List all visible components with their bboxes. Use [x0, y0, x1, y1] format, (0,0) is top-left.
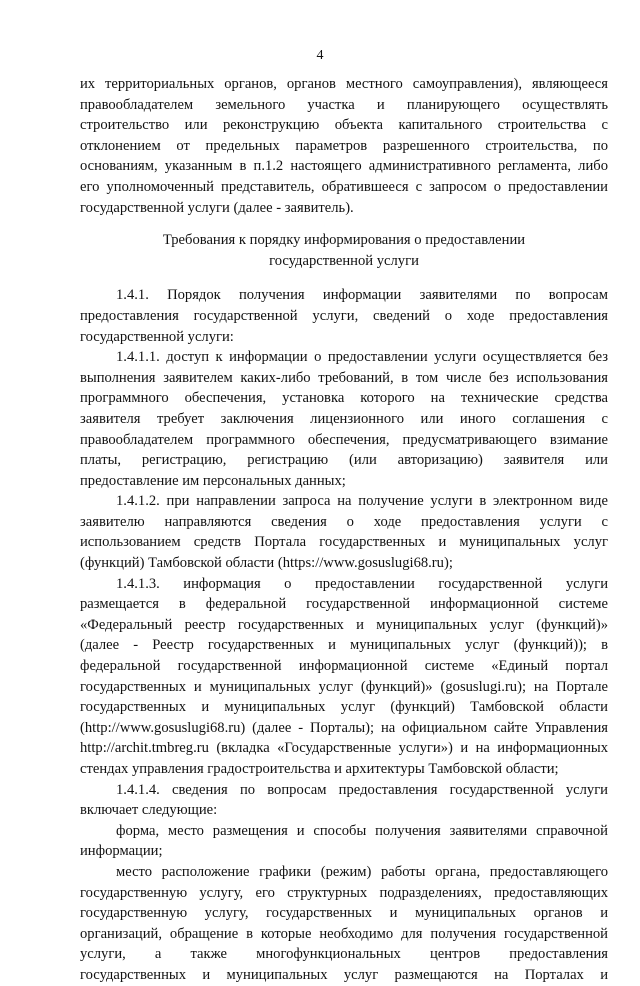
text-line: программного обеспечения, установка которого на технические средства [80, 390, 608, 407]
text-line: государственную услугу, его структурных подразделениях, предоставляющих [80, 884, 608, 901]
text-line: основаниям, указанным в п.1.2 настоящего административного регламента, либо [80, 158, 608, 175]
text-line: место расположение графики (режим) работы органа, предоставляющего [116, 863, 608, 880]
paragraph-applicant-definition [80, 74, 608, 218]
text-line: организаций, обращение в которые необходимо для получения государственной [80, 925, 608, 942]
text-line: «Федеральный реестр государственных и муниципальных услуг (функций)» [80, 616, 608, 633]
page-number: 4 [316, 48, 324, 63]
paragraph-1-4-1-1 [80, 347, 608, 491]
text-line: 1.4.1.4. сведения по вопросам предоставления государственной услуги [116, 781, 608, 798]
text-line: государственной услуги (далее - заявитель). [80, 199, 354, 216]
text-line: выполнения заявителем каких-либо требований, в том числе без использования [80, 369, 608, 386]
paragraph-reference-form [80, 821, 608, 862]
text-line: государственных и муниципальных услуг (функций) Тамбовской области [80, 699, 608, 716]
text-line: его уполномоченный представитель, обратившееся с запросом о предоставлении [80, 178, 608, 195]
text-line: форма, место размещения и способы получения заявителями справочной [116, 822, 608, 839]
text-line: предоставление им персональных данных; [80, 472, 346, 489]
paragraph-1-4-1-4 [80, 780, 608, 821]
paragraph-work-schedule [80, 862, 608, 986]
paragraph-1-4-1-2 [80, 491, 608, 573]
text-line: 1.4.1. Порядок получения информации заявителями по вопросам [116, 287, 608, 304]
text-line: их территориальных органов, органов местного самоуправления), являющееся [80, 76, 608, 92]
text-line: услуги, а также многофункциональных центров предоставления [80, 946, 608, 963]
text-line: заявителя требует заключения лицензионного или иного соглашения с [80, 410, 608, 427]
text-line: правообладателем земельного участка и планирующего осуществлять [80, 96, 608, 113]
text-line: (далее - Реестр государственных и муниципальных услуг (функций)); в [80, 637, 608, 654]
text-line: строительство или реконструкцию объекта капитального строительства с [80, 117, 608, 134]
text-line: платы, регистрацию, регистрацию (или авторизацию) заявителя или [80, 452, 608, 469]
text-line: стендах управления градостроительства и архитектуры Тамбовской области; [80, 761, 559, 777]
text-line: 1.4.1.3. информация о предоставлении государственной услуги [116, 575, 608, 592]
text-line: http://archit.tmbreg.ru (вкладка «Государственные услуги») и на информационных [80, 740, 608, 757]
section-heading [80, 230, 608, 271]
document-body [80, 74, 608, 986]
text-line: 1.4.1.1. доступ к информации о предоставлении услуги осуществляется без [116, 349, 608, 366]
text-line: отклонением от предельных параметров разрешенного строительства, по [80, 137, 608, 154]
text-line: государственных и муниципальных услуг размещаются на Порталах и [80, 966, 608, 983]
text-line: размещается в федеральной государственной информационной системе [80, 596, 608, 613]
paragraph-1-4-1-3 [80, 574, 608, 780]
text-line: 1.4.1.2. при направлении запроса на получение услуги в электронном виде [116, 493, 608, 510]
text-line: (функций) Тамбовской области (https://www.gosuslugi68.ru); [80, 555, 453, 572]
text-line: государственной услуги: [80, 328, 234, 345]
text-line: включает следующие: [80, 802, 218, 819]
text-line: (http://www.gosuslugi68.ru) (далее - Порталы); на официальном сайте Управления [80, 719, 608, 736]
paragraph-1-4-1 [80, 285, 608, 347]
text-line: заявителю направляются сведения о ходе предоставления услуги с [80, 513, 608, 530]
text-line: предоставления государственной услуги, сведений о ходе предоставления [80, 307, 608, 324]
text-line: федеральной государственной информационной системе «Единый портал [80, 658, 608, 675]
heading-line: Требования к порядку информирования о предоставлении [162, 232, 526, 249]
text-line: государственную услугу, государственных и муниципальных органов и [80, 905, 608, 922]
heading-line: государственной услуги [269, 252, 419, 269]
text-line: правообладателем программного обеспечения, предусматривающего взимание [80, 431, 608, 448]
text-line: информации; [80, 843, 163, 860]
text-line: государственных и муниципальных услуг (функций)» (gosuslugi.ru); на Портале [80, 678, 608, 695]
text-line: использованием средств Портала государственных и муниципальных услуг [80, 534, 608, 551]
